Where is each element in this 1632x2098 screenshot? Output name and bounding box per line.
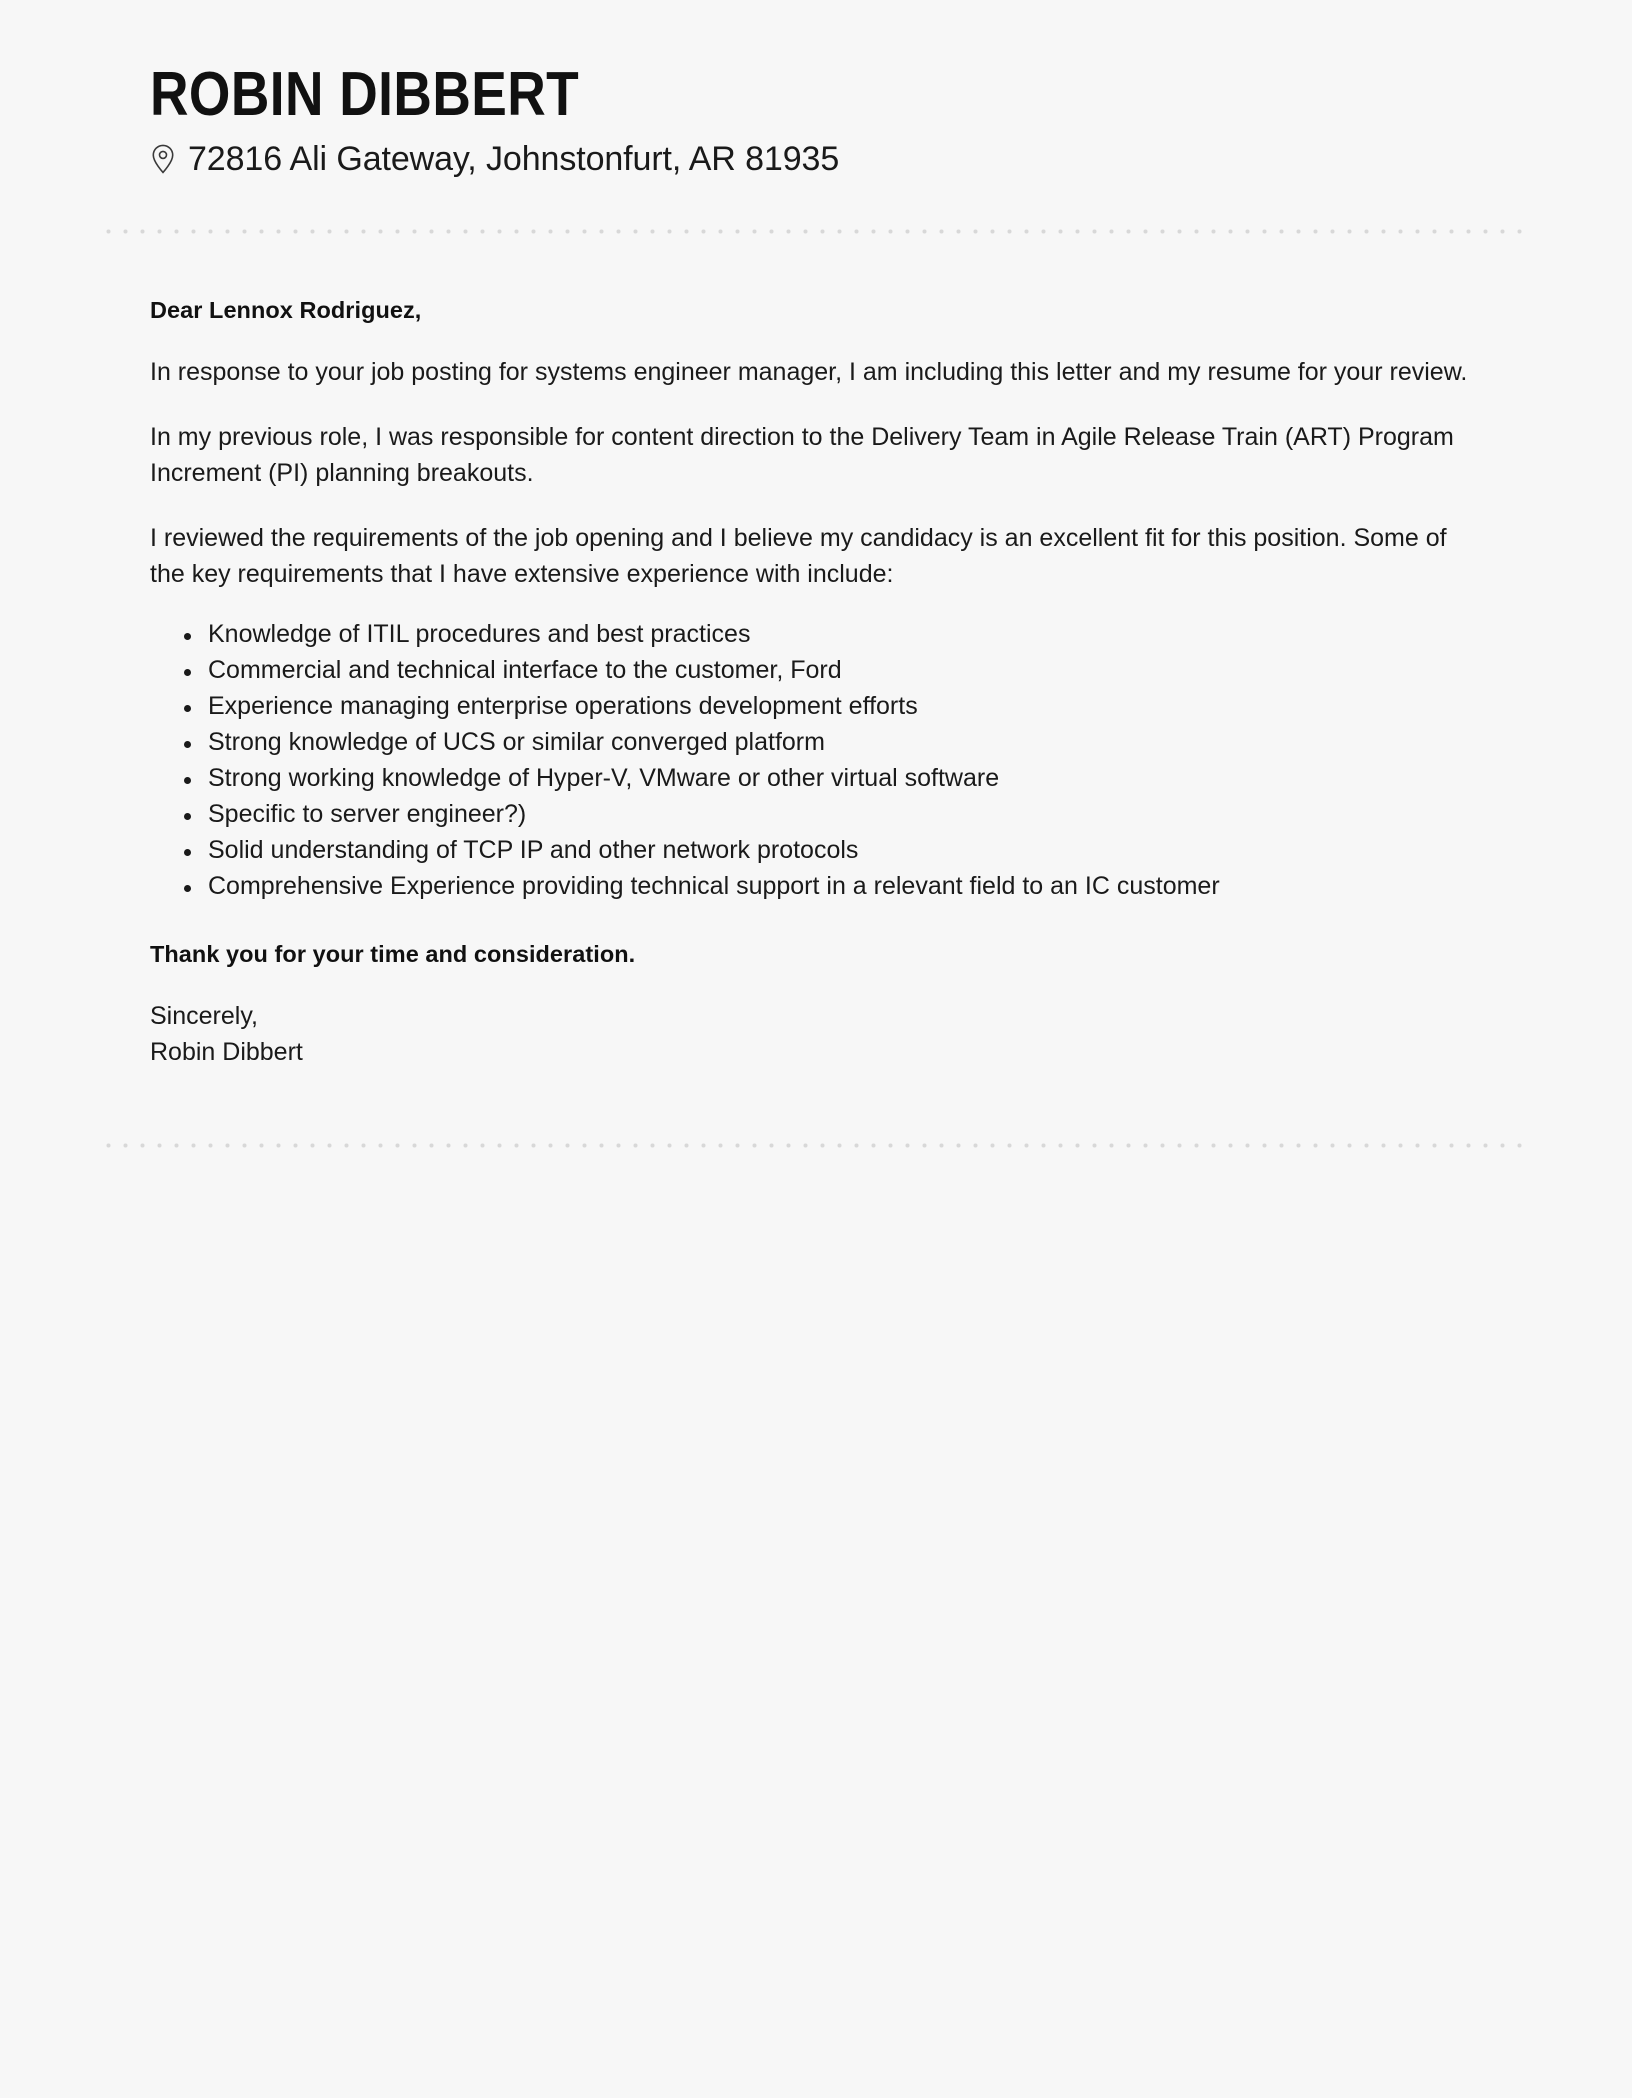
list-item: Experience managing enterprise operations development efforts <box>206 694 1482 719</box>
letter-body <box>0 297 1632 1071</box>
paragraph-2: In my previous role, I was responsible for content direction to the Delivery Team in Agile Release Train (ART) Program Increment (PI) planning breakouts. <box>150 423 1454 487</box>
list-item: Knowledge of ITIL procedures and best practices <box>206 622 1482 647</box>
paragraph-1: In response to your job posting for systems engineer manager, I am including this letter and my resume for your review. <box>150 357 1468 386</box>
requirements-list <box>150 622 1482 899</box>
paragraph-3: I reviewed the requirements of the job opening and I believe my candidacy is an excellent fit for this position. Some of the key requirements that I have extensive experience with include: <box>150 524 1447 588</box>
divider-top <box>100 228 1532 235</box>
page-title: ROBIN DIBBERT <box>150 60 580 129</box>
signoff-name: Robin Dibbert <box>150 1037 303 1066</box>
list-item: Comprehensive Experience providing technical support in a relevant field to an IC customer <box>206 874 1482 899</box>
signoff-closing: Sincerely, <box>150 1002 258 1031</box>
divider-bottom <box>100 1142 1532 1149</box>
list-item: Solid understanding of TCP IP and other network protocols <box>206 838 1482 863</box>
address-text: 72816 Ali Gateway, Johnstonfurt, AR 81935 <box>188 140 840 179</box>
contact-line <box>150 139 1482 180</box>
list-item: Strong working knowledge of Hyper-V, VMware or other virtual software <box>206 766 1482 791</box>
thank-you-line: Thank you for your time and consideration. <box>150 941 636 968</box>
map-pin-icon <box>150 144 176 174</box>
signature-block <box>150 999 1482 1070</box>
letter-header <box>0 0 1632 180</box>
list-item: Specific to server engineer?) <box>206 802 1482 827</box>
list-item: Commercial and technical interface to the customer, Ford <box>206 658 1482 683</box>
list-item: Strong knowledge of UCS or similar converged platform <box>206 730 1482 755</box>
salutation: Dear Lennox Rodriguez, <box>150 296 422 323</box>
